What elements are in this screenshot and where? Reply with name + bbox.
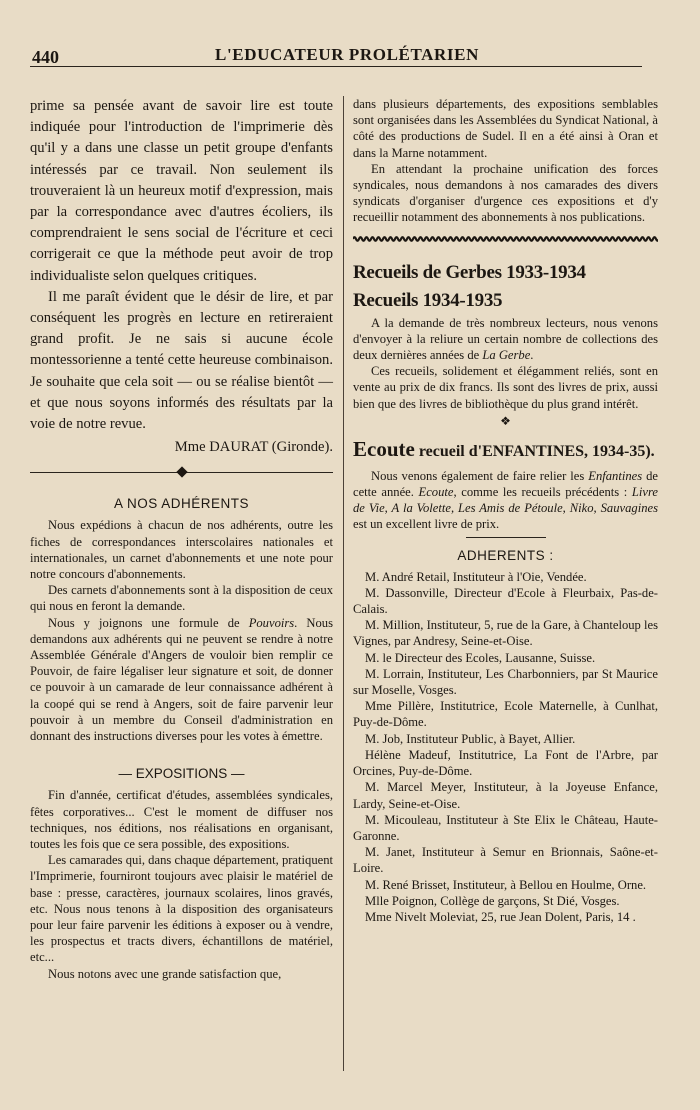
diamond-divider <box>30 464 333 482</box>
italic-title: La Gerbe <box>482 348 531 363</box>
short-rule <box>466 537 546 538</box>
wavy-line <box>353 237 658 241</box>
italic-title: Ecoute <box>418 485 454 500</box>
header-rule <box>30 66 642 67</box>
notice-paragraph: dans plusieurs départements, des expositions semblables sont organisées dans les Assemblées du Syndicat National, à côté des productions de Sudel. Il en a été ainsi à Oran et dans la Marne notamment. <box>353 97 658 160</box>
italic-title: Livre de Vie, A la Volette, Les Amis de Pétoule, Niko, Sauvagines <box>353 485 658 516</box>
list-item: Mme Pillère, Institutrice, Ecole Maternelle, à Cunlhat, Puy-de-Dôme. <box>353 699 658 730</box>
notice-paragraph: Des carnets d'abonnements sont à la disposition de ceux qui nous en feront la demande. <box>30 583 333 614</box>
text-span: , comme les recueils précédents : <box>453 485 632 500</box>
ecoute-subtitle: recueil d'ENFANTINES, 1934-35). <box>414 442 655 460</box>
page-number: 440 <box>32 47 59 67</box>
recueils-heading-1: Recueils de Gerbes 1933-1934 <box>353 261 586 283</box>
italic-term: Pouvoirs <box>248 615 295 630</box>
list-item: M. Dassonville, Directeur d'Ecole à Fleurbaix, Pas-de-Calais. <box>353 585 658 617</box>
notice-paragraph <box>353 315 658 364</box>
ecoute-title: Ecoute <box>353 436 415 461</box>
text-span: A la demande de très nombreux lecteurs, nous venons d'envoyer à la reliure un certain nombre de collections des deux dernières années de <box>353 315 658 363</box>
text-span: . Nous demandons aux adhérents qui ne peuvent se rendre à notre Assemblée Générale d'Angers de vouloir bien remplir ce Pouvoir, de faire légaliser leur signature et soit, de donner ce pouvoir à un camarade de leur connaissance adhérent à la coopé qui se rend à Angers, soit de faire parvenir leur pouvoir à un membre du Conseil d'administration en donnant des instructions diverses pour les votes à émettre. <box>30 615 333 744</box>
list-item: Mlle Poignon, Collège de garçons, St Dié, Vosges. <box>365 893 620 908</box>
notice-paragraph <box>353 468 658 533</box>
notice-paragraph: En attendant la prochaine unification des forces syndicales, nous demandons à nos camarades des divers syndicats d'organiser d'urgence ces expositions et d'y recueillir notamment des abonnements à nos publications. <box>353 161 658 225</box>
column-divider <box>343 96 344 1071</box>
article-paragraph: Il me paraît évident que le désir de lire, et par conséquent les progrès en lecture en retireraient grand profit. Je ne sais si aucune école montessorienne a tenté cette heureuse combinaison. Je souhaite que cela soit — ou se réalise bientôt — et que nous soyons informés des résultats par la voie de notre revue. <box>30 288 333 433</box>
left-column <box>30 96 333 982</box>
wavy-divider <box>353 234 658 244</box>
notice-paragraph: Nous expédions à chacun de nos adhérents, outre les fiches de correspondances interscolaires nationales et internationales, un carnet d'abonnements et une note pour notre concours d'abonnements. <box>30 518 333 582</box>
list-item: M. Marcel Meyer, Instituteur, à la Joyeuse Enfance, Lardy, Seine-et-Oise. <box>353 780 658 811</box>
text-span: Nous venons également de faire relier les <box>371 468 589 483</box>
list-item: M. Janet, Instituteur à Semur en Brionnais, Saône-et-Loire. <box>353 845 658 876</box>
star-ornament: ❖ <box>500 413 511 428</box>
ecoute-heading <box>353 437 658 462</box>
list-item: Hélène Madeuf, Institutrice, La Font de l'Arbre, par Orcines, Puy-de-Dôme. <box>353 747 658 779</box>
running-title: L'EDUCATEUR PROLÉTARIEN <box>215 45 479 64</box>
italic-title: Enfantines <box>588 468 643 483</box>
text-span: est un excellent livre de prix. <box>353 517 500 532</box>
notice-paragraph <box>30 615 333 745</box>
section-heading-adherents: A NOS ADHÉRENTS <box>113 496 250 512</box>
recueils-heading-2: Recueils 1934-1935 <box>353 289 503 311</box>
list-item: Mme Nivelt Moleviat, 25, rue Jean Dolent, Paris, 14 . <box>365 909 636 924</box>
right-column <box>353 96 658 925</box>
list-item: M. Lorrain, Instituteur, Les Charbonniers, par St Maurice sur Moselle, Vosges. <box>353 666 658 698</box>
section-heading-expositions: — EXPOSITIONS — <box>118 766 245 782</box>
list-item: M. le Directeur des Ecoles, Lausanne, Suisse. <box>365 650 596 665</box>
article-paragraph: prime sa pensée avant de savoir lire est toute indiquée pour l'introduction de l'imprimerie dès qu'il y a dans une classe un petit groupe d'enfants intéressés par ce travail. Non seulement ils trouveraient là un heureux motif d'expression, mais par la correspondance avec d'autres écoliers, ils comprendraient le sens social de l'écriture et ceci corrigerait ce que la méthode peut avoir de trop individualiste selon quelques critiques. <box>30 98 333 284</box>
article-signature: Mme DAURAT (Gironde). <box>174 439 333 456</box>
notice-paragraph: Fin d'année, certificat d'études, assemblées syndicales, fêtes corporatives... C'est le moment de diffuser nos techniques, nos éditions, nos réalisations en organisant, toutes les fois que ce sera possible, des expositions. <box>30 788 333 851</box>
notice-paragraph: Ces recueils, solidement et élégamment reliés, sont en vente au prix de dix francs. Ils sont des livres de prix, aussi bien que des livres de bibliothèque du plus grand intérêt. <box>353 364 658 411</box>
notice-paragraph: Les camarades qui, dans chaque département, pratiquent l'Imprimerie, fourniront toujours avec plaisir le matériel de base : presse, caractères, journaux scolaires, linos gravés, etc. Nous nous tenons à la disposition des organisateurs pour leur faire parvenir les éditions à exposer ou à vendre, les prospectus et tracts divers, échantillons de matériel, etc... <box>30 853 333 965</box>
text-span: Nous y joignons une formule de <box>48 615 249 630</box>
diamond-ornament <box>176 467 187 478</box>
adherents-list <box>353 569 658 925</box>
list-item: M. Micouleau, Instituteur à Ste Elix le Château, Haute-Garonne. <box>353 812 658 843</box>
list-item: M. Job, Instituteur Public, à Bayet, Allier. <box>365 731 576 746</box>
list-item: M. André Retail, Instituteur à l'Oie, Vendée. <box>365 569 587 584</box>
list-item: M. Million, Instituteur, 5, rue de la Gare, à Chanteloup les Vignes, par Andresy, Seine-et-Oise. <box>353 618 658 649</box>
text-span: de cette année. <box>353 468 658 500</box>
text-span: . <box>530 348 534 363</box>
list-item: M. René Brisset, Instituteur, à Bellou en Houlme, Orne. <box>365 877 647 892</box>
notice-paragraph: Nous notons avec une grande satisfaction que, <box>48 966 282 981</box>
section-heading-adherents-list: ADHERENTS : <box>457 547 554 563</box>
